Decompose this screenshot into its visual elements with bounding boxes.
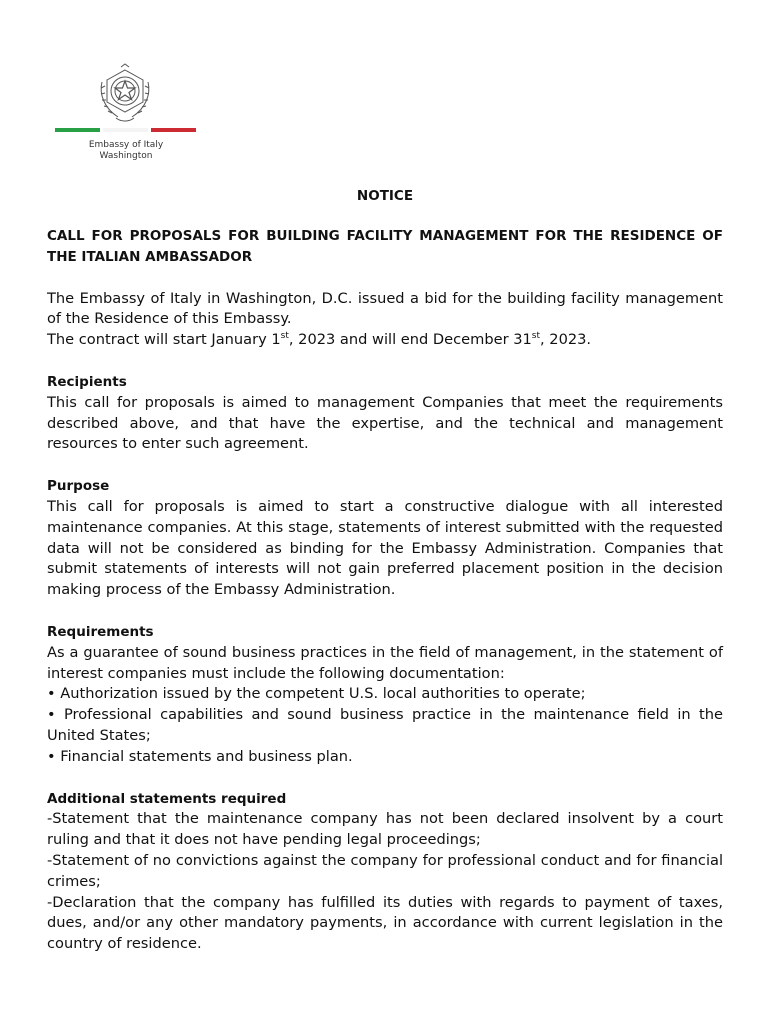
purpose-text: This call for proposals is aimed to start a constructive dialogue with all interested maintenance companies. At this stage, statements of interest submitted with the requested data will not be considered as binding for the Embassy Administration. Companies that submit statements of interests will not gain preferred placement position in the decision making process of the Embassy Administration. [47,497,723,599]
flag-red-stripe [151,128,196,132]
flag-white-stripe [103,128,148,132]
italian-republic-emblem-icon [96,62,154,124]
recipients-section [47,372,723,455]
recipients-heading: Recipients [47,373,127,390]
recipients-text: This call for proposals is aimed to management Companies that meet the requirements described above, and that have the expertise, and the technical and management resources to enter such agreement. [47,393,723,453]
contract-dates: The contract will start January 1st, 2023 and will end December 31st, 2023. [47,331,592,349]
purpose-heading: Purpose [47,478,110,495]
notice-heading: NOTICE [356,188,414,204]
intro-paragraph: The Embassy of Italy in Washington, D.C. issued a bid for the building facility management of the Residence of this Embassy. [47,289,723,328]
requirement-item: • Professional capabilities and sound business practice in the maintenance field in the United States; [47,706,723,744]
italian-flag-stripe [55,128,196,132]
document-body [47,226,723,955]
additional-statement-item: -Declaration that the company has fulfilled its duties with regards to payment of taxes, dues, and/or any other mandatory payments, in accordance with current legislation in the country of residence. [47,893,723,953]
requirements-section [47,622,723,768]
document-title: CALL FOR PROPOSALS FOR BUILDING FACILITY MANAGEMENT FOR THE RESIDENCE OF THE ITALIAN AMBASSADOR [47,228,723,265]
additional-statement-item: -Statement of no convictions against the company for professional conduct and for financial crimes; [47,851,723,890]
intro-section [47,289,723,351]
letterhead-line-1: Embassy of Italy [88,140,164,150]
requirements-intro: As a guarantee of sound business practices in the field of management, in the statement of interest companies must include the following documentation: [47,643,723,682]
flag-green-stripe [55,128,100,132]
requirements-heading: Requirements [47,623,154,640]
additional-statements-heading: Additional statements required [47,790,287,807]
letterhead-line-2: Washington [99,151,153,161]
additional-statements-section [47,789,723,955]
additional-statement-item: -Statement that the maintenance company has not been declared insolvent by a court ruling and that it does not have pending legal proceedings; [47,810,723,849]
requirement-item: • Financial statements and business plan. [47,747,353,765]
requirement-item: • Authorization issued by the competent U.S. local authorities to operate; [47,685,586,703]
letterhead-sender [70,140,182,162]
purpose-section [47,476,723,601]
